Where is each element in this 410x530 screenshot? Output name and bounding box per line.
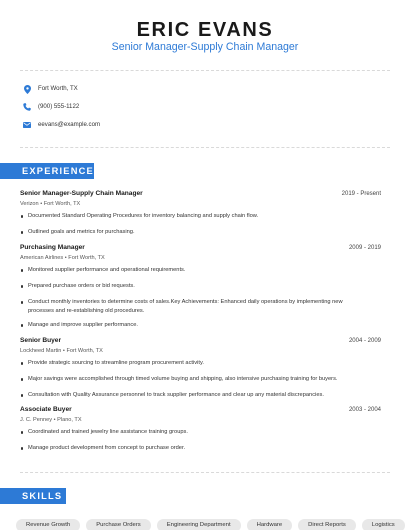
job-bullet: Documented Standard Operating Procedures for inventory balancing and supply chain flow. <box>20 212 365 221</box>
job-dates: 2004 - 2009 <box>348 338 381 344</box>
job-bullet: Monitored supplier performance and operational requirements. <box>20 266 365 275</box>
job-bullet: Major savings were accomplished through timed volume buying and shipping, also intensive purchasing training for buyers. <box>20 375 365 384</box>
job-bullet: Coordinated and trained jewelry line assistance training groups. <box>20 428 365 437</box>
contact-email-text: eevans@example.com <box>38 121 101 128</box>
skills-list <box>16 519 405 530</box>
job-location: Fort Worth, TX <box>66 348 103 354</box>
contact-divider <box>20 147 390 148</box>
job-title: Purchasing Manager <box>20 244 85 251</box>
contact-phone <box>22 101 80 113</box>
contact-location-text: Fort Worth, TX <box>38 85 78 92</box>
job-company: Verizon <box>20 201 39 207</box>
separator-dot-icon: • <box>64 255 69 261</box>
contact-phone-text: (900) 555-1122 <box>38 103 80 110</box>
skill-chip: Hardware <box>247 519 293 530</box>
separator-dot-icon: • <box>62 348 67 354</box>
job-company-line <box>20 417 82 423</box>
job-location: Fort Worth, TX <box>68 255 105 261</box>
job-company-line <box>20 255 105 261</box>
job-location: Plano, TX <box>57 417 82 423</box>
job-bullet: Outlined goals and metrics for purchasing. <box>20 228 365 237</box>
job-title: Senior Manager-Supply Chain Manager <box>20 190 143 197</box>
job-bullet: Conduct monthly inventories to determine costs of sales.Key Achievements: Enhanced daily operations by implementing new processes and re-establishing old procedures. <box>20 298 365 315</box>
job-dates: 2019 - Present <box>341 191 381 197</box>
skills-section-title: SKILLS <box>0 488 66 504</box>
job-dates: 2009 - 2019 <box>348 245 381 251</box>
job-bullet: Manage and improve supplier performance. <box>20 321 365 330</box>
job-bullet: Consultation with Quality Assurance personnel to track supplier performance and clear up any material discrepancies. <box>20 391 365 400</box>
location-pin-icon <box>22 83 32 95</box>
header-divider <box>20 70 390 71</box>
skill-chip: Engineering Department <box>157 519 241 530</box>
job-company: J. C. Penney <box>20 417 53 423</box>
job-dates: 2003 - 2004 <box>348 407 381 413</box>
skill-chip: Direct Reports <box>298 519 356 530</box>
experience-divider <box>20 472 390 473</box>
contact-location <box>22 83 78 95</box>
skill-chip: Revenue Growth <box>16 519 80 530</box>
experience-section-title: EXPERIENCE <box>0 163 94 179</box>
job-bullet: Manage product development from concept to purchase order. <box>20 444 365 453</box>
job-company-line <box>20 348 103 354</box>
job-company-line <box>20 201 80 207</box>
job-company: American Airlines <box>20 255 64 261</box>
separator-dot-icon: • <box>53 417 58 423</box>
contact-email <box>22 119 101 131</box>
job-bullet: Prepared purchase orders or bid requests. <box>20 282 365 291</box>
job-company: Lockheed Martin <box>20 348 62 354</box>
job-bullet: Provide strategic sourcing to streamline program procurement activity. <box>20 359 365 368</box>
phone-icon <box>22 101 32 113</box>
separator-dot-icon: • <box>40 201 44 207</box>
candidate-name: ERIC EVANS <box>136 19 274 41</box>
job-title: Associate Buyer <box>20 406 72 413</box>
skill-chip: Logistics <box>362 519 405 530</box>
job-location: Fort Worth, TX <box>43 201 81 207</box>
candidate-headline: Senior Manager-Supply Chain Manager <box>111 41 299 53</box>
skill-chip: Purchase Orders <box>86 519 151 530</box>
envelope-icon <box>22 119 32 131</box>
job-title: Senior Buyer <box>20 337 62 344</box>
